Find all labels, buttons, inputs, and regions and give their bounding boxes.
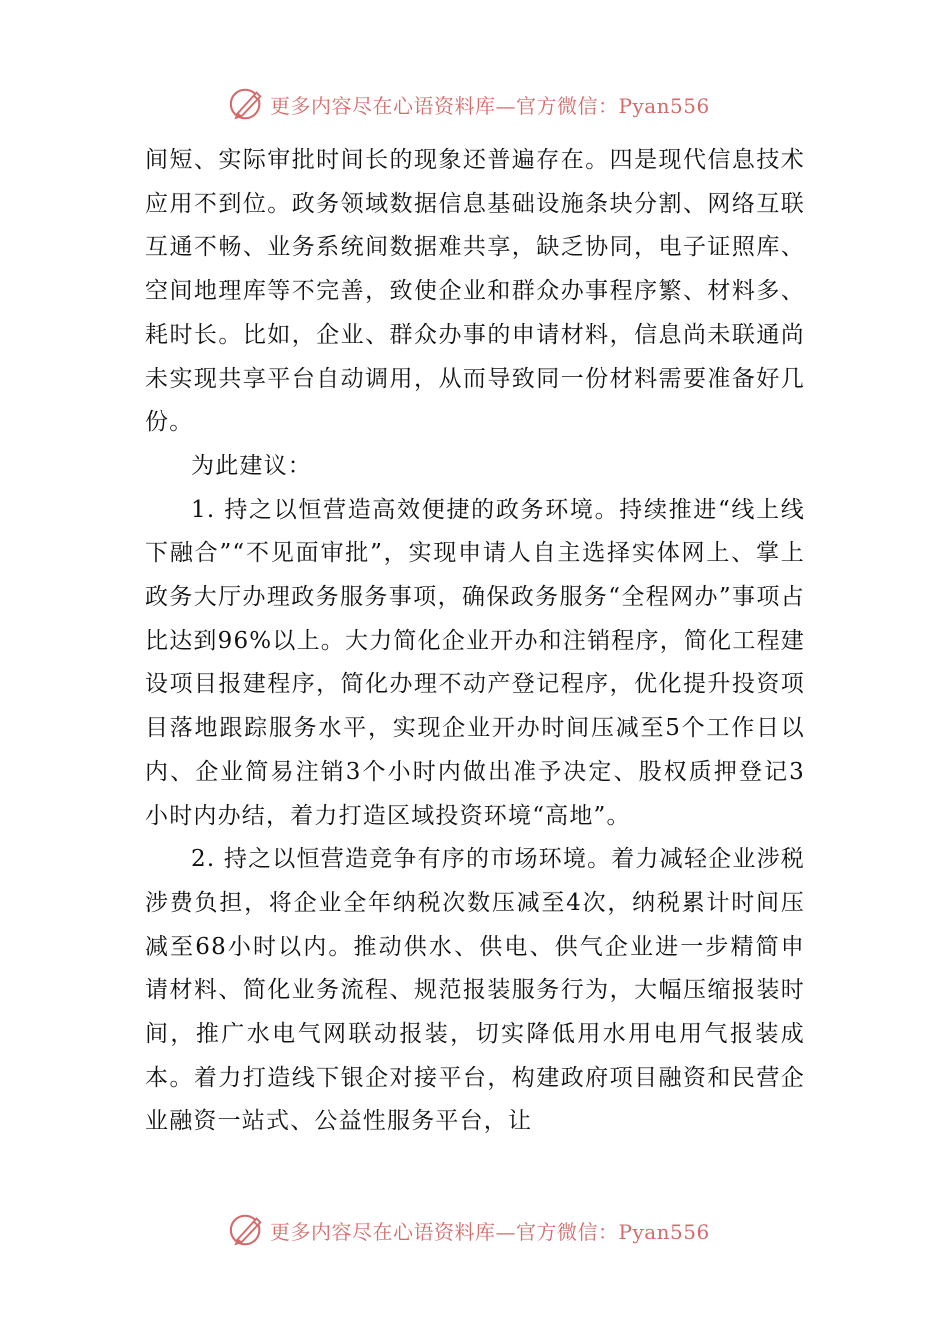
- header-banner-text: 更多内容尽在心语资料库—官方微信：Pyan556: [270, 93, 710, 118]
- footer-banner: [228, 1210, 728, 1250]
- body-text: [145, 139, 805, 1144]
- pen-logo-icon: [228, 85, 266, 123]
- header-banner: [228, 84, 728, 124]
- paragraph-suggestion-2: 2. 持之以恒营造竞争有序的市场环境。着力减轻企业涉税涉费负担，将企业全年纳税次数压减至4次，纳税累计时间压减至68小时以内。推动供水、供电、供气企业进一步精简申请材料、简化业务流程、规范报装服务行为，大幅压缩报装时间，推广水电气网联动报装，切实降低用水用电用气报装成本。着力打造线下银企对接平台，构建政府项目融资和民营企业融资一站式、公益性服务平台，让: [145, 846, 805, 1135]
- pen-logo-icon: [228, 1211, 266, 1249]
- paragraph-continued: 间短、实际审批时间长的现象还普遍存在。四是现代信息技术应用不到位。政务领域数据信息基础设施条块分割、网络互联互通不畅、业务系统间数据难共享，缺乏协同，电子证照库、空间地理库等不完善，致使企业和群众办事程序繁、材料多、耗时长。比如，企业、群众办事的申请材料，信息尚未联通尚未实现共享平台自动调用，从而导致同一份材料需要准备好几份。: [145, 147, 805, 436]
- paragraph-suggestion-1: 1. 持之以恒营造高效便捷的政务环境。持续推进“线上线下融合”“不见面审批”，实现申请人自主选择实体网上、掌上政务大厅办理政务服务事项，确保政务服务“全程网办”事项占比达到96%以上。大力简化企业开办和注销程序，简化工程建设项目报建程序，简化办理不动产登记程序，优化提升投资项目落地跟踪服务水平，实现企业开办时间压减至5个工作日以内、企业简易注销3个小时内做出准予决定、股权质押登记3小时内办结，着力打造区域投资环境“高地”。: [145, 496, 805, 829]
- footer-banner-text: 更多内容尽在心语资料库—官方微信：Pyan556: [270, 1219, 710, 1244]
- paragraph-suggestion-intro: 为此建议：: [191, 452, 312, 479]
